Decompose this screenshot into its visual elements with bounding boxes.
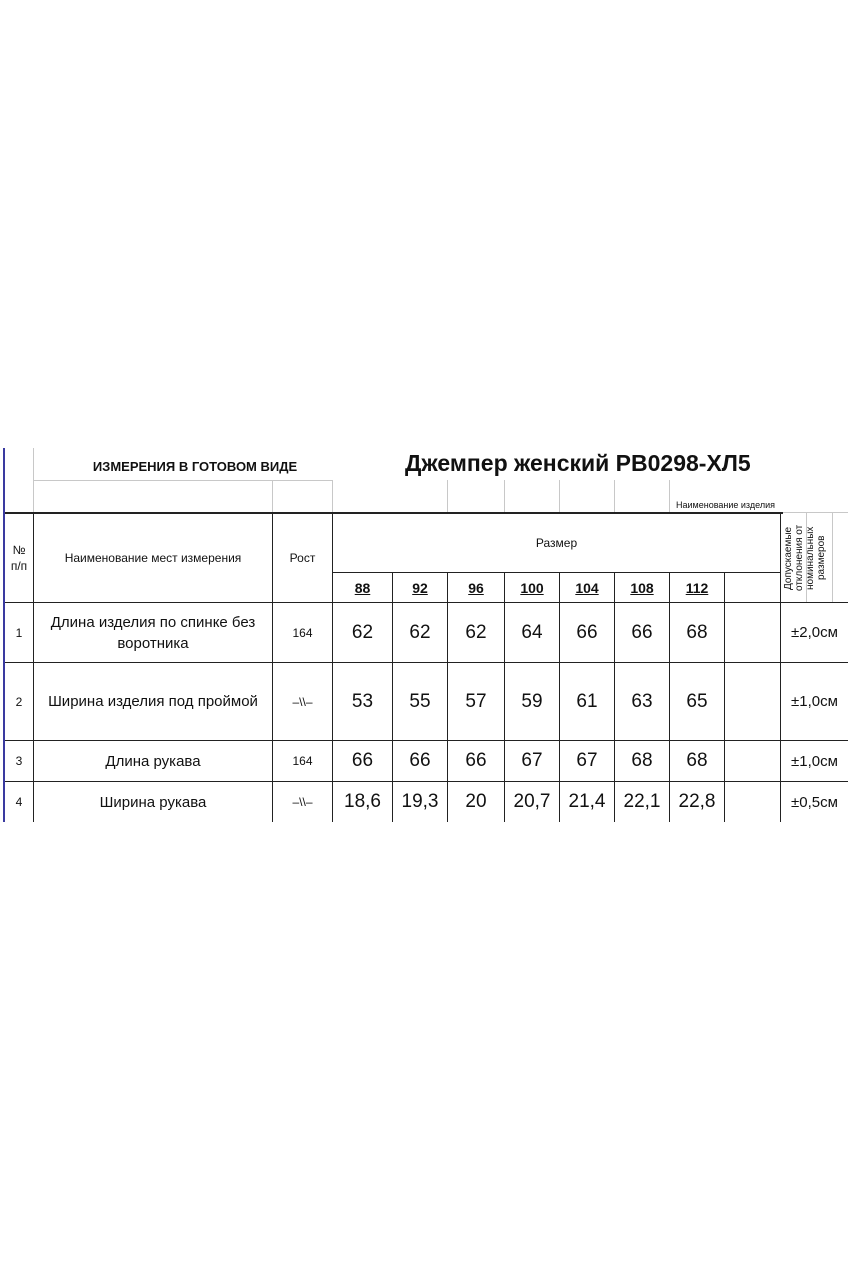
row-value: 67 (521, 750, 543, 771)
row-value: 64 (521, 621, 543, 643)
row-value: 19,3 (401, 791, 439, 812)
size-header: 88 (354, 579, 371, 596)
row-value: 66 (631, 621, 653, 643)
row-name: Длина рукава (105, 752, 201, 770)
row-no: 1 (15, 625, 23, 640)
row-height: –\\– (292, 694, 313, 709)
product-title: Джемпер женский РВ0298-ХЛ5 (405, 449, 751, 476)
row-value: 67 (576, 750, 598, 771)
row-tolerance: ±0,5см (791, 793, 838, 811)
col-name-header: Наименование мест измерения (64, 551, 242, 565)
section-title: ИЗМЕРЕНИЯ В ГОТОВОМ ВИДЕ (92, 458, 298, 474)
row-height: 164 (292, 754, 313, 768)
row-value: 63 (631, 690, 653, 712)
row-value: 53 (351, 690, 374, 712)
row-height: –\\– (292, 795, 313, 809)
row-name: Длина изделия по спинке без воротника (50, 613, 256, 652)
col-height-header: Рост (289, 551, 316, 565)
product-label: Наименование изделия (676, 500, 775, 510)
row-no: 4 (15, 795, 23, 809)
size-header: 92 (412, 579, 428, 596)
row-name: Ширина рукава (99, 793, 207, 811)
row-value: 61 (576, 690, 598, 712)
size-header: 100 (520, 579, 544, 596)
row-value: 57 (465, 690, 487, 712)
row-value: 62 (409, 621, 431, 643)
row-value: 65 (686, 690, 708, 712)
size-header: 112 (685, 579, 709, 596)
size-header: 104 (575, 579, 599, 596)
row-value: 20,7 (513, 791, 551, 812)
row-value: 20 (465, 791, 487, 812)
col-tolerance-header: Допускаемые отклонения от номинальных размеров (783, 524, 827, 592)
row-tolerance: ±2,0см (791, 624, 838, 641)
row-value: 68 (686, 621, 708, 643)
measurement-sheet (0, 448, 848, 824)
row-value: 22,8 (678, 791, 716, 812)
col-no-header: № п/п (10, 543, 28, 573)
row-name: Ширина изделия под проймой (48, 693, 258, 710)
size-header: 108 (630, 579, 654, 596)
row-value: 55 (409, 690, 431, 712)
row-value: 22,1 (623, 791, 661, 812)
row-value: 59 (521, 690, 543, 712)
row-no: 3 (15, 754, 23, 768)
row-value: 18,6 (344, 791, 381, 812)
row-value: 66 (409, 750, 431, 771)
row-value: 62 (465, 621, 487, 643)
row-height: 164 (292, 625, 313, 640)
row-tolerance: ±1,0см (791, 752, 838, 770)
size-header: 96 (468, 579, 484, 596)
row-tolerance: ±1,0см (791, 693, 838, 710)
row-value: 62 (351, 621, 374, 643)
col-size-header: Размер (535, 536, 578, 550)
row-value: 21,4 (568, 791, 606, 812)
row-value: 66 (465, 750, 487, 771)
row-value: 66 (576, 621, 598, 643)
row-value: 66 (351, 750, 374, 771)
row-no: 2 (15, 694, 23, 709)
row-value: 68 (686, 750, 708, 771)
row-value: 68 (631, 750, 653, 771)
